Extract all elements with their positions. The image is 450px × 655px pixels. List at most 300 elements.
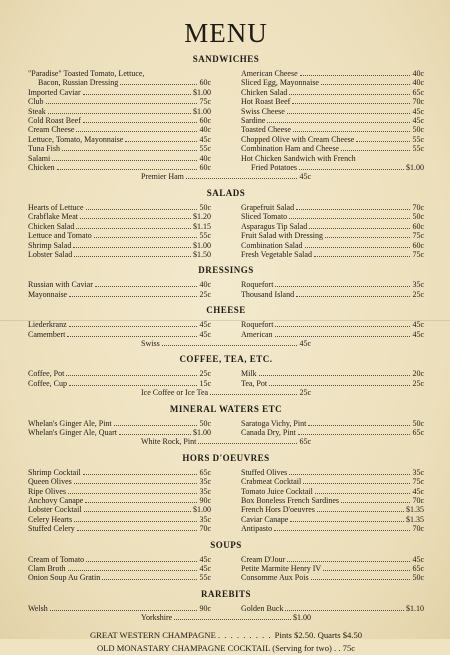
dot-leader [102,573,197,580]
dot-leader [48,107,191,114]
menu-item [28,573,211,582]
menu-item-price: 45c [299,172,311,182]
menu-item [241,419,424,428]
dot-leader [80,212,191,219]
section-column-left [28,203,211,259]
menu-item-name: Stuffed Celery [28,524,75,534]
menu-item-name: Cream Cheese [28,125,75,135]
menu-item [241,604,424,613]
menu-item-name: Sliced Tomato [241,212,288,222]
dot-leader [287,555,410,562]
menu-item-price: 55c [412,134,424,144]
dot-leader [125,135,197,142]
dot-leader [323,564,410,571]
menu-item-name: Canada Dry, Pint [241,427,296,437]
menu-item [241,290,424,299]
menu-item-price: $1.50 [193,249,211,259]
section-columns [28,280,424,299]
menu-item-name: Hearts of Lettuce [28,202,84,212]
menu-item-name: Chopped Olive with Cream Cheese [241,134,355,144]
menu-item-price: 60c [412,221,424,231]
menu-item-price: 45c [412,116,424,126]
section-column-right [241,604,424,613]
menu-item-price: 45c [199,134,211,144]
menu-item [28,69,211,78]
menu-item-name: Thousand Island [241,289,295,299]
menu-item-price: 25c [412,378,424,388]
menu-item-price: $1.00 [406,163,424,173]
menu-item [141,437,311,446]
dot-leader [83,88,191,95]
dot-leader [308,419,410,426]
menu-item [28,212,211,221]
menu-item-price: 20c [412,369,424,379]
menu-item-name: Queen Olives [28,477,72,487]
menu-item [28,468,211,477]
menu-item [241,524,424,533]
section-title: COFFEE, TEA, ETC. [179,354,273,365]
menu-item-price: 25c [299,388,311,398]
menu-item-name: Sliced Egg, Mayonnaise [241,78,319,88]
menu-item [241,222,424,231]
menu-item-name: Premier Ham [141,172,184,182]
menu-item-name: Liederkranz [28,320,67,330]
footer-champagne-name: GREAT WESTERN CHAMPAGNE [89,629,216,640]
menu-item-name: Mayonnaise [28,289,68,299]
dot-leader [325,231,410,238]
menu-section [28,54,424,182]
menu-item [28,78,211,87]
menu-item-name: Lobster Salad [28,249,73,259]
menu-item [241,125,424,134]
menu-item-name: Golden Buck [241,603,284,613]
menu-item-name: Grapefruit Salad [241,202,295,212]
section-center-item [141,172,311,181]
menu-footer [28,629,424,655]
menu-item-name: Combination Ham and Cheese [241,144,339,154]
menu-item-name: Petite Marmite Henry IV [241,564,322,574]
menu-item-name: Steak [28,106,46,116]
menu-item-price: 35c [199,486,211,496]
dot-leader [68,487,197,494]
section-title: SALADS [206,187,246,198]
menu-item [241,428,424,437]
menu-item-price: 60c [412,240,424,250]
menu-item [241,487,424,496]
menu-item [28,88,211,97]
menu-item [28,144,211,153]
menu-item-name: Combination Salad [241,240,303,250]
menu-item [28,290,211,299]
menu-item-price: 50c [412,125,424,135]
section-column-left [28,468,211,534]
section-column-right [241,468,424,534]
dot-leader [321,78,410,85]
dot-leader [69,290,197,297]
menu-item-price: $1.00 [193,87,211,97]
menu-item-price: 55c [412,144,424,154]
menu-item-price: 90c [199,603,211,613]
menu-section [28,404,424,447]
menu-item-price: 40c [412,69,424,78]
menu-item-name: Asparagus Tip Salad [241,221,308,231]
section-title: SANDWICHES [192,54,260,64]
menu-item [28,280,211,289]
menu-item [28,320,211,329]
menu-item-name: Cold Roast Beef [28,116,81,126]
dot-leader [289,212,410,219]
dot-leader [46,97,198,104]
menu-item [28,496,211,505]
menu-item-price: 55c [199,144,211,154]
dot-leader [298,428,411,435]
menu-item-name: Bacon, Russian Dressing [38,78,119,88]
menu-item [28,231,211,240]
menu-item-price: 75c [412,249,424,259]
menu-item-name: Celery Hearts [28,514,73,524]
menu-item [241,496,424,505]
menu-item [241,515,424,524]
dot-leader [299,163,404,170]
menu-item [28,419,211,428]
footer-leader: . . . . . . . . . [218,629,275,640]
menu-item [28,477,211,486]
menu-item-price: 70c [412,202,424,212]
menu-section [28,453,424,534]
menu-item [241,320,424,329]
dot-leader [95,280,198,287]
dot-leader [174,613,291,620]
menu-item-price: 45c [199,554,211,564]
menu-item-name: Shrimp Cocktail [28,467,81,477]
dot-leader [77,524,198,531]
menu-item-price: 45c [299,338,311,348]
dot-leader [356,135,410,142]
menu-item-price: 35c [412,467,424,477]
dot-leader [289,88,410,95]
menu-item [28,163,211,172]
menu-item-name: Fruit Salad with Dressing [241,231,323,241]
section-center-item [141,437,311,446]
section-columns [28,555,424,583]
dot-leader [300,69,411,76]
dot-leader [69,320,198,327]
dot-leader [314,250,410,257]
menu-item-price: 50c [199,202,211,212]
section-center-item [141,388,311,397]
menu-item-price: 60c [199,116,211,126]
menu-item-price: 45c [412,106,424,116]
menu-section [28,540,424,583]
section-column-right [241,320,424,339]
menu-item-price: $1.00 [193,240,211,250]
menu-item-price: 65c [412,564,424,574]
menu-sections [28,54,424,623]
menu-item-name: Onion Soup Au Gratin [28,573,101,583]
menu-item-name: Clam Broth [28,564,66,574]
menu-item-price: 25c [199,289,211,299]
menu-item [241,107,424,116]
menu-item-name: Sardine [241,116,266,126]
menu-item-name: American Cheese [241,69,298,78]
menu-item [28,524,211,533]
section-columns [28,203,424,259]
menu-item-name: Hot Roast Beef [241,97,291,107]
dot-leader [296,203,410,210]
menu-item [141,339,311,348]
menu-item [241,241,424,250]
menu-item-price: 35c [199,477,211,487]
dot-leader [120,78,197,85]
menu-item-price: 75c [412,477,424,487]
menu-item [241,88,424,97]
menu-item [28,330,211,339]
dot-leader [275,280,410,287]
dot-leader [73,241,191,248]
menu-item-price: 45c [199,320,211,330]
footer-line-champagne [28,629,424,642]
menu-item-name: Saratoga Vichy, Pint [241,418,307,428]
section-columns [28,419,424,438]
menu-item-price: 45c [412,329,424,339]
menu-item-name: Welsh [28,603,48,613]
dot-leader [67,330,197,337]
menu-item-name: Whelan's Ginger Ale, Quart [28,427,117,437]
dot-leader [311,573,411,580]
menu-item-name: Anchovy Canape [28,496,84,505]
dot-leader [267,116,410,123]
menu-item-name: Tuna Fish [28,144,60,154]
dot-leader [114,419,198,426]
menu-item [241,212,424,221]
dot-leader [210,388,297,395]
menu-item [241,379,424,388]
menu-item-price: 65c [412,427,424,437]
menu-item-name: Crabmeat Cocktail [241,477,302,487]
menu-item [141,172,311,181]
menu-item-name: Box Boneless French Sardines [241,496,339,505]
menu-item-price: 40c [199,125,211,135]
section-column-left [28,320,211,339]
section-title: CHEESE [206,305,246,316]
menu-section [28,354,424,397]
dot-leader [269,379,410,386]
menu-item-price: 25c [199,369,211,379]
menu-item [241,330,424,339]
menu-item [241,144,424,153]
section-column-right [241,280,424,299]
menu-item-price: 90c [199,496,211,505]
menu-item-name: Coffee, Cup [28,378,67,388]
dot-leader [259,369,411,376]
menu-item [28,604,211,613]
section-columns [28,604,424,613]
menu-item [28,107,211,116]
menu-item-price: 70c [412,97,424,107]
menu-item-name: Yorkshire [141,613,173,623]
menu-item [241,564,424,573]
menu-item-price: 60c [199,78,211,88]
section-column-right [241,203,424,259]
menu-item-name: Russian with Caviar [28,280,93,290]
menu-item-price: 45c [199,564,211,574]
menu-item [241,280,424,289]
menu-item [241,163,424,172]
dot-leader [290,515,404,522]
dot-leader [74,250,191,257]
dot-leader [57,163,198,170]
menu-item-name: Ripe Olives [28,486,66,496]
menu-item [241,78,424,87]
menu-item [28,203,211,212]
dot-leader [74,477,198,484]
dot-leader [68,564,198,571]
menu-item [241,555,424,564]
menu-item-name: Chicken Salad [28,221,75,231]
dot-leader [296,290,410,297]
menu-item [241,154,424,163]
section-column-left [28,69,211,172]
menu-item-name: French Hors D'oeuvres [241,505,315,515]
menu-item-price: $1.35 [406,514,424,524]
dot-leader [74,515,197,522]
dot-leader [94,231,198,238]
dot-leader [86,555,197,562]
menu-item-name: Lobster Cocktail [28,505,82,515]
section-title: SOUPS [210,539,242,550]
menu-item-price: 35c [199,514,211,524]
menu-item [241,573,424,582]
section-columns [28,320,424,339]
menu-item-name: Tea, Pot [241,378,268,388]
menu-item [241,468,424,477]
menu-item-price: 50c [412,212,424,222]
dot-leader [84,505,191,512]
menu-item-price: 50c [412,573,424,583]
menu-item [241,116,424,125]
menu-item-price: 45c [199,329,211,339]
footer-cocktail-price: 75c [342,642,356,653]
menu-item-price: 40c [199,280,211,290]
section-column-left [28,369,211,388]
paper-fold [0,320,450,321]
menu-item-name: Chicken Salad [241,87,288,97]
dot-leader [85,496,197,503]
menu-item-name: Swiss Cheese [241,106,285,116]
dot-leader [162,339,298,346]
menu-item [241,369,424,378]
menu-item-name: Swiss [141,338,160,348]
section-title: RAREBITS [200,588,251,599]
menu-item-name: Stuffed Olives [241,467,288,477]
dot-leader [309,222,410,229]
menu-item [241,69,424,78]
menu-item-price: 70c [199,524,211,534]
menu-item [241,505,424,514]
menu-item-name: Consomme Aux Pois [241,573,309,583]
menu-item-name: Caviar Canape [241,514,289,524]
menu-item [28,564,211,573]
section-column-right [241,69,424,172]
section-columns [28,69,424,172]
menu-item [141,613,311,622]
section-column-right [241,555,424,583]
menu-item-name: Imported Caviar [28,87,81,97]
menu-item [241,97,424,106]
dot-leader [305,241,411,248]
menu-item-name: Shrimp Salad [28,240,72,250]
dot-leader [198,437,297,444]
dot-leader [50,604,198,611]
menu-item-price: $1.10 [406,603,424,613]
dot-leader [275,330,411,337]
menu-item-price: 40c [199,153,211,163]
menu-item-name: Roquefort [241,280,274,290]
menu-item-name: Milk [241,369,257,379]
menu-section [28,265,424,299]
menu-item-name: "Paradise" Toasted Tomato, Lettuce, [28,69,145,78]
dot-leader [275,320,410,327]
menu-item-name: Ice Coffee or Ice Tea [141,388,209,398]
menu-item-price: 55c [199,231,211,241]
dot-leader [76,125,197,132]
menu-item-name: White Rock, Pint [141,437,197,447]
menu-item [28,369,211,378]
dot-leader [293,125,411,132]
menu-item [28,428,211,437]
menu-item-name: Fried Potatoes [251,163,297,173]
dot-leader [86,203,198,210]
footer-leader: . . [334,642,343,653]
menu-item-price: $1.00 [293,613,311,623]
menu-item-price: 55c [199,573,211,583]
menu-item-name: Hot Chicken Sandwich with French [241,153,356,163]
menu-item [241,231,424,240]
menu-item [141,388,311,397]
menu-item-price: $1.15 [193,221,211,231]
dot-leader [289,468,410,475]
section-column-left [28,280,211,299]
menu-item-price: 15c [199,378,211,388]
menu-item-price: $1.00 [193,427,211,437]
menu-item-price: 50c [412,418,424,428]
dot-leader [69,379,197,386]
menu-item [28,135,211,144]
dot-leader [119,428,191,435]
dot-leader [303,477,410,484]
section-center-item [141,613,311,622]
dot-leader [287,107,411,114]
menu-item-price: 45c [412,554,424,564]
menu-item [28,154,211,163]
menu-item [28,505,211,514]
menu-item [28,125,211,134]
menu-item-price: 65c [199,467,211,477]
menu-item-name: Tomato Juice Cocktail [241,486,313,496]
dot-leader [292,97,410,104]
menu-item-price: 75c [199,97,211,107]
menu-item-price: $1.35 [406,505,424,515]
menu-section [28,305,424,348]
dot-leader [341,144,410,151]
dot-leader [52,154,197,161]
menu-item [28,379,211,388]
dot-leader [76,222,191,229]
menu-item-price: 75c [412,231,424,241]
dot-leader [274,524,410,531]
menu-item-price: 35c [412,280,424,290]
menu-section [28,589,424,623]
